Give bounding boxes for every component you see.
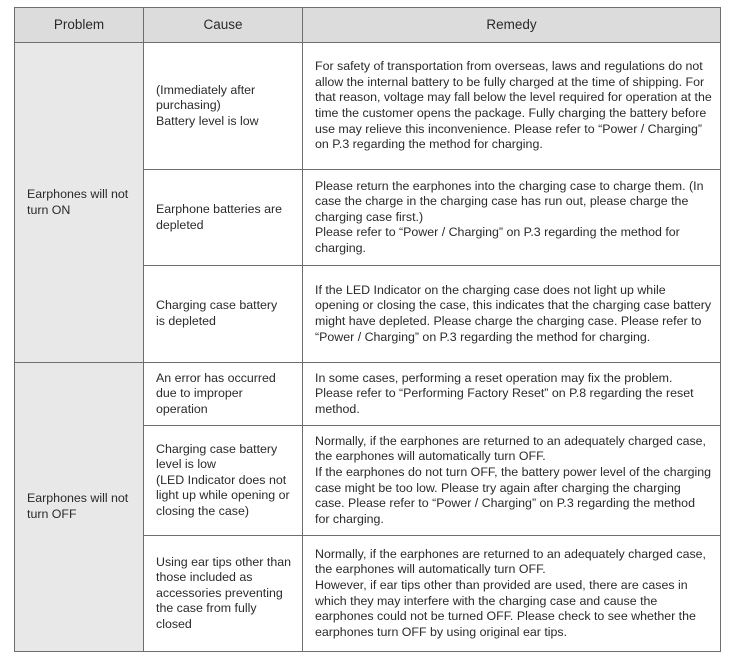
problem-cell: Earphones will not turn OFF xyxy=(15,363,144,652)
remedy-cell: For safety of transportation from overseas, laws and regulations do not allow the internal battery to be fully charged at the time of shipping. For that reason, voltage may fall below the level required for operation at the time the customer opens the package. Fully charging the battery before use may relieve this inconvenience. Please refer to “Power / Charging” on P.3 regarding the method for charging. xyxy=(303,43,721,170)
cause-text-line2: is depleted xyxy=(156,314,216,328)
cause-text: (Immediately after purchasing) xyxy=(156,82,256,113)
cause-cell: Earphone batteries are depleted xyxy=(144,170,303,266)
table-row xyxy=(15,43,721,170)
header-row xyxy=(15,8,721,43)
cause-cell: Using ear tips other than those included as accessories preventing the case from fully closed xyxy=(144,536,303,652)
remedy-text: Normally, if the earphones are returned to an adequately charged case, the earphones will automatically turn OFF. xyxy=(315,433,707,464)
troubleshooting-table xyxy=(14,7,721,652)
remedy-text: Normally, if the earphones are returned to an adequately charged case, the earphones will automatically turn OFF. xyxy=(315,546,707,577)
cause-cell xyxy=(144,266,303,363)
cause-cell: An error has occurred due to improper operation xyxy=(144,363,303,426)
cause-text-line2: Battery level is low xyxy=(156,113,259,128)
remedy-cell xyxy=(303,170,721,266)
header-problem: Problem xyxy=(15,8,144,43)
header-remedy: Remedy xyxy=(303,8,721,43)
cause-cell xyxy=(144,43,303,170)
remedy-text: Please return the earphones into the charging case to charge them. (In case the charge in the charging case has run out, please charge the charging case first.) xyxy=(315,178,704,224)
table-row xyxy=(15,363,721,426)
remedy-cell xyxy=(303,536,721,652)
remedy-cell xyxy=(303,426,721,536)
remedy-text-line2: Please refer to “Power / Charging” on P.3 regarding the method for charging. xyxy=(315,225,680,255)
remedy-text-line2: However, if ear tips other than provided are used, there are cases in which they may interfere with the charging case and cause the earphones could not be turned OFF. Please check to see whether the earphones turn OFF by using original ear tips. xyxy=(315,577,696,639)
header-cause: Cause xyxy=(144,8,303,43)
remedy-cell: If the LED Indicator on the charging case does not light up while opening or closing the case, this indicates that the charging case battery might have depleted. Please charge the charging case. Please refer to “Power / Charging” on P.3 regarding the method for charging. xyxy=(303,266,721,363)
cause-text: Charging case battery level is low xyxy=(156,441,278,472)
problem-cell: Earphones will not turn ON xyxy=(15,43,144,363)
cause-text-line2: (LED Indicator does not light up while opening or closing the case) xyxy=(156,472,290,518)
remedy-text-line2: If the earphones do not turn OFF, the battery power level of the charging case might be too low. Please try again after charging the charging case. Please refer to “Power / Charging” on P.3 regarding the method for charging. xyxy=(315,464,712,526)
cause-cell xyxy=(144,426,303,536)
cause-text: Charging case battery xyxy=(156,298,278,313)
remedy-cell: In some cases, performing a reset operation may fix the problem. Please refer to “Performing Factory Reset” on P.8 regarding the reset method. xyxy=(303,363,721,426)
